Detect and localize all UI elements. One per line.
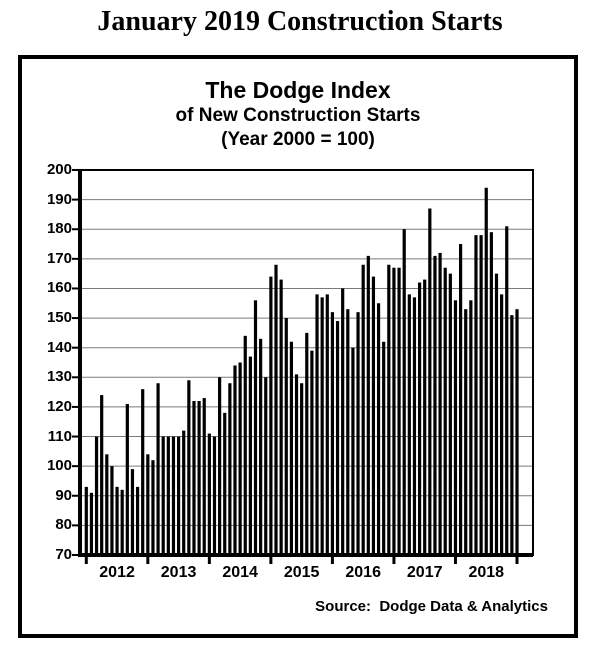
bar-month-22 [198,401,201,555]
page-title: January 2019 Construction Starts [97,6,503,37]
bar-month-19 [182,431,185,555]
bar-month-65 [418,283,421,555]
y-axis-label-80: 80 [55,516,72,534]
dodge-index-bar-chart [22,59,574,634]
bar-month-28 [228,383,231,555]
bar-month-84 [515,309,518,555]
bar-month-9 [131,469,134,555]
bar-month-13 [151,460,154,555]
bar-month-55 [367,256,370,555]
y-axis-label-180: 180 [46,220,72,238]
bar-month-50 [341,288,344,555]
bar-month-33 [254,300,257,555]
bar-month-83 [510,315,513,555]
bar-month-54 [362,265,365,555]
bar-month-32 [249,357,252,555]
x-axis-year-label-2017: 2017 [406,564,443,581]
bar-month-66 [423,280,426,555]
bar-month-17 [172,437,175,555]
bar-month-40 [290,342,293,555]
bar-month-48 [331,312,334,555]
bar-month-75 [469,300,472,555]
bar-month-12 [146,454,149,555]
bar-month-26 [218,377,221,555]
x-axis-year-label-2014: 2014 [222,564,258,581]
bar-month-14 [156,383,159,555]
bar-month-16 [167,437,170,555]
bar-month-53 [356,312,359,555]
bar-month-78 [485,188,488,555]
y-axis-label-120: 120 [46,397,72,415]
x-axis-year-label-2016: 2016 [345,564,381,581]
bar-month-82 [505,226,508,555]
bar-month-47 [326,294,329,555]
bar-month-67 [428,209,431,556]
chart-title-line2: of New Construction Starts [175,105,421,126]
y-axis-label-130: 130 [46,368,72,386]
bar-month-73 [459,244,462,555]
bar-month-70 [444,268,447,555]
y-axis-label-110: 110 [47,427,72,445]
bar-month-20 [187,380,190,555]
bar-month-49 [336,321,339,555]
x-axis-year-label-2015: 2015 [283,564,320,581]
bar-month-18 [177,437,180,555]
bar-month-77 [480,235,483,555]
bar-month-1 [90,493,93,555]
bar-month-57 [377,303,380,555]
bar-month-11 [141,389,144,555]
bar-month-74 [464,309,467,555]
bar-month-34 [259,339,262,555]
bar-month-42 [300,383,303,555]
bar-month-5 [110,466,113,555]
bar-month-79 [490,232,493,555]
bar-month-71 [449,274,452,555]
bar-month-44 [310,351,313,555]
bar-month-56 [372,277,375,555]
y-axis-label-90: 90 [55,486,72,504]
y-axis-label-170: 170 [46,249,72,267]
bar-month-41 [295,374,298,555]
bar-month-68 [433,256,436,555]
bar-month-3 [100,395,103,555]
bar-month-0 [85,487,88,555]
bar-month-35 [264,377,267,555]
bar-month-45 [315,294,318,555]
bar-month-36 [269,277,272,555]
x-axis-year-label-2013: 2013 [160,564,197,581]
bar-month-60 [392,268,395,555]
bar-month-63 [408,294,411,555]
bar-month-61 [397,268,400,555]
bar-month-59 [387,265,390,555]
bar-month-58 [382,342,385,555]
bar-month-15 [162,437,165,555]
bar-month-76 [474,235,477,555]
bar-month-39 [285,318,288,555]
chart-box [18,55,578,638]
bar-month-30 [239,363,242,556]
bar-month-37 [274,265,277,555]
bar-month-7 [121,490,124,555]
y-axis-label-160: 160 [46,279,72,297]
bar-month-52 [351,348,354,555]
y-axis-label-140: 140 [46,338,72,356]
bar-month-6 [115,487,118,555]
bar-month-80 [495,274,498,555]
bar-month-64 [413,297,416,555]
bar-month-29 [233,365,236,555]
chart-title-line3: (Year 2000 = 100) [221,129,375,150]
y-axis-label-70: 70 [55,546,72,563]
bar-month-21 [192,401,195,555]
bar-month-31 [244,336,247,555]
y-axis-label-150: 150 [46,309,72,327]
bar-month-46 [321,297,324,555]
y-axis-label-190: 190 [46,190,72,208]
bar-month-27 [223,413,226,555]
bar-month-51 [346,309,349,555]
chart-title-line1: The Dodge Index [205,77,391,103]
bar-month-72 [454,300,457,555]
bar-month-8 [126,404,129,555]
y-axis-label-100: 100 [46,457,72,475]
bar-month-23 [203,398,206,555]
y-axis-label-200: 200 [46,161,72,178]
bar-month-24 [208,434,211,555]
bar-month-81 [500,294,503,555]
x-axis-year-label-2018: 2018 [468,564,505,581]
bar-month-38 [280,280,283,555]
bar-month-4 [105,454,108,555]
bar-month-62 [403,229,406,555]
bar-month-69 [438,253,441,555]
bar-month-43 [305,333,308,555]
bar-month-2 [95,437,98,555]
x-axis-year-label-2012: 2012 [99,564,135,581]
bar-month-10 [136,487,139,555]
bar-month-25 [213,437,216,555]
source-label: Source: Dodge Data & Analytics [315,598,548,615]
